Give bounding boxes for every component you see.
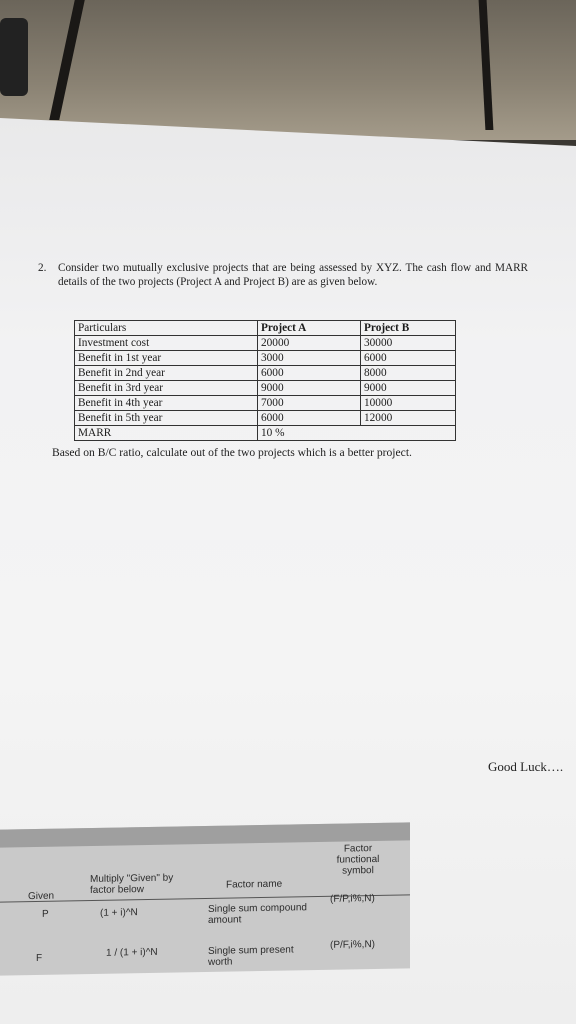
- marr-label: MARR: [75, 426, 258, 441]
- question-text: Consider two mutually exclusive projects that are being assessed by XYZ. The cash flow and MARR details of the two projects (Project A and Project B) are as given below.: [58, 262, 528, 288]
- question-block: [38, 262, 528, 289]
- project-a-value: 9000: [258, 381, 361, 396]
- table-row: [75, 366, 456, 381]
- row-label: Benefit in 1st year: [75, 351, 258, 366]
- symbol-pf: (P/F,i%,N): [330, 939, 375, 951]
- closing-text: Good Luck….: [488, 759, 564, 774]
- given-p: P: [42, 908, 49, 920]
- instruction-text: Based on B/C ratio, calculate out of the two projects which is a better project.: [52, 446, 412, 459]
- table-row: [75, 351, 456, 366]
- table-row: [75, 336, 456, 351]
- project-a-value: 20000: [258, 336, 361, 351]
- table-row: [75, 411, 456, 426]
- symbol-fp: (F/P,i%,N): [330, 893, 375, 905]
- row-label: Benefit in 2nd year: [75, 366, 258, 381]
- given-f: F: [36, 952, 43, 964]
- header-project-a: Project A: [258, 321, 361, 336]
- marr-value: 10 %: [258, 426, 456, 441]
- project-b-value: 10000: [361, 396, 456, 411]
- background-object: [0, 18, 28, 96]
- project-b-value: 6000: [361, 351, 456, 366]
- row-label: Benefit in 5th year: [75, 411, 258, 426]
- project-a-value: 6000: [258, 366, 361, 381]
- symbol-header: Factor functional symbol: [336, 843, 380, 877]
- table-row: [75, 396, 456, 411]
- row-label: Investment cost: [75, 336, 258, 351]
- header-particulars: Particulars: [75, 321, 258, 336]
- table-header-row: [75, 321, 456, 336]
- project-b-value: 30000: [361, 336, 456, 351]
- multiply-header: Multiply "Given" by factor below: [90, 872, 174, 897]
- project-a-value: 3000: [258, 351, 361, 366]
- question-number: 2.: [38, 262, 47, 274]
- given-header: Given: [28, 890, 55, 903]
- factor-name-present: Single sum present worth: [208, 944, 294, 968]
- row-label: Benefit in 3rd year: [75, 381, 258, 396]
- project-b-value: 9000: [361, 381, 456, 396]
- factor-name-compound: Single sum compound amount: [208, 902, 307, 926]
- project-b-value: 8000: [361, 366, 456, 381]
- marr-row: [75, 426, 456, 441]
- factor-name-header: Factor name: [226, 878, 283, 891]
- project-a-value: 6000: [258, 411, 361, 426]
- factor-table-strip: [0, 822, 410, 975]
- row-label: Benefit in 4th year: [75, 396, 258, 411]
- formula-compound: (1 + i)^N: [100, 907, 138, 919]
- table-row: [75, 381, 456, 396]
- project-b-value: 12000: [361, 411, 456, 426]
- project-a-value: 7000: [258, 396, 361, 411]
- formula-present: 1 / (1 + i)^N: [106, 946, 158, 959]
- project-table: [74, 320, 456, 441]
- header-project-b: Project B: [361, 321, 456, 336]
